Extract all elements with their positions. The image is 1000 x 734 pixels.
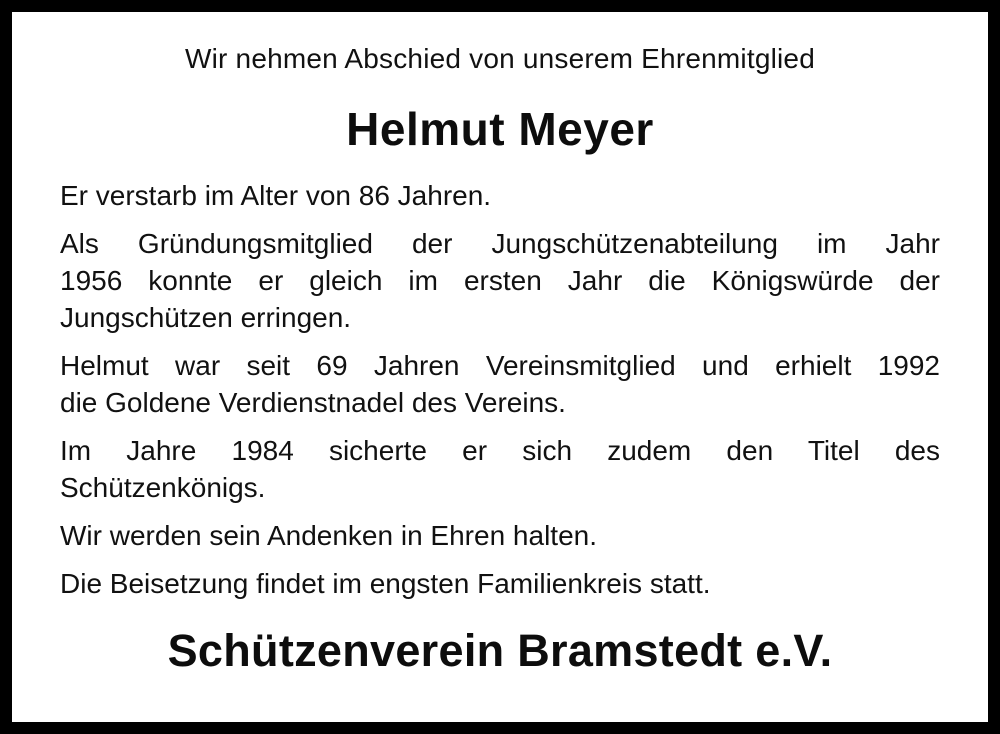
deceased-name: Helmut Meyer — [346, 103, 654, 155]
paragraph-line: die Goldene Verdienstnadel des Vereins. — [60, 387, 566, 418]
paragraph-line: Wir werden sein Andenken in Ehren halten. — [60, 520, 597, 551]
obituary-body — [60, 177, 940, 602]
paragraph-line: Schützenkönigs. — [60, 472, 266, 503]
body-paragraph — [60, 347, 940, 421]
body-paragraph — [60, 565, 940, 602]
announcement-line: Wir nehmen Abschied von unserem Ehrenmitglied — [185, 43, 815, 74]
body-paragraph — [60, 225, 940, 336]
paragraph-line: 1956 konnte er gleich im ersten Jahr die Königswürde der — [60, 265, 940, 296]
paragraph-line: Helmut war seit 69 Jahren Vereinsmitglied und erhielt 1992 — [60, 350, 940, 381]
body-paragraph — [60, 432, 940, 506]
paragraph-line: Er verstarb im Alter von 86 Jahren. — [60, 180, 492, 211]
body-paragraph — [60, 177, 940, 214]
paragraph-line: Jungschützen erringen. — [60, 302, 352, 333]
body-paragraph — [60, 517, 940, 554]
paragraph-line: Im Jahre 1984 sicherte er sich zudem den Titel des — [60, 435, 940, 466]
paragraph-line: Die Beisetzung findet im engsten Familienkreis statt. — [60, 568, 711, 599]
organization-name: Schützenverein Bramstedt e.V. — [167, 625, 833, 676]
paragraph-line: Als Gründungsmitglied der Jungschützenabteilung im Jahr — [60, 228, 940, 259]
